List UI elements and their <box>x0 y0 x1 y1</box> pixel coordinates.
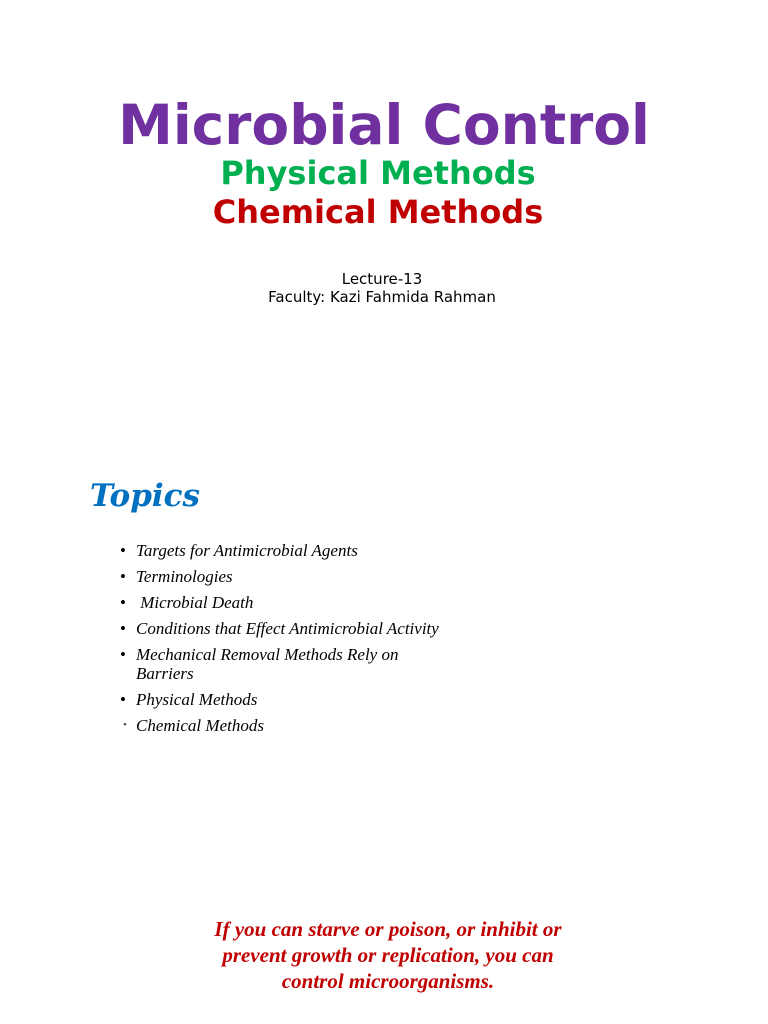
topic-item <box>120 716 440 735</box>
bullet-icon: • <box>120 541 126 560</box>
topic-item <box>120 619 440 638</box>
closing-quote <box>0 916 768 994</box>
topics-heading: Topics <box>90 478 200 514</box>
topic-text: Conditions that Effect Antimicrobial Activity <box>136 619 439 638</box>
bullet-icon: • <box>120 567 126 586</box>
topic-text: Microbial Death <box>136 593 254 612</box>
bullet-icon: • <box>120 645 126 664</box>
lecture-info <box>0 270 764 306</box>
topic-item <box>120 690 440 709</box>
lecture-number: Lecture-13 <box>341 270 423 288</box>
topic-item <box>120 645 440 683</box>
faculty-name: Faculty: Kazi Fahmida Rahman <box>268 288 496 306</box>
quote-line: prevent growth or replication, you can <box>222 943 554 967</box>
topic-text: Physical Methods <box>136 690 258 709</box>
topic-item <box>120 567 440 586</box>
bullet-icon: • <box>123 719 127 731</box>
page-title: Microbial Control <box>118 93 650 157</box>
bullet-icon: • <box>120 690 126 709</box>
topic-text: Targets for Antimicrobial Agents <box>136 541 358 560</box>
quote-line: control microorganisms. <box>281 969 495 993</box>
topic-item <box>120 541 440 560</box>
topic-text: Terminologies <box>136 567 233 586</box>
bullet-icon: • <box>120 619 126 638</box>
bullet-icon: • <box>120 593 126 612</box>
quote-line: If you can starve or poison, or inhibit or <box>214 917 562 941</box>
subtitle-chemical-methods: Chemical Methods <box>212 193 544 231</box>
topic-text: Chemical Methods <box>136 716 264 735</box>
subtitle-physical-methods: Physical Methods <box>220 154 536 192</box>
topic-item <box>120 593 440 612</box>
topic-text: Mechanical Removal Methods Rely on Barriers <box>136 645 399 683</box>
topic-list <box>120 541 440 742</box>
